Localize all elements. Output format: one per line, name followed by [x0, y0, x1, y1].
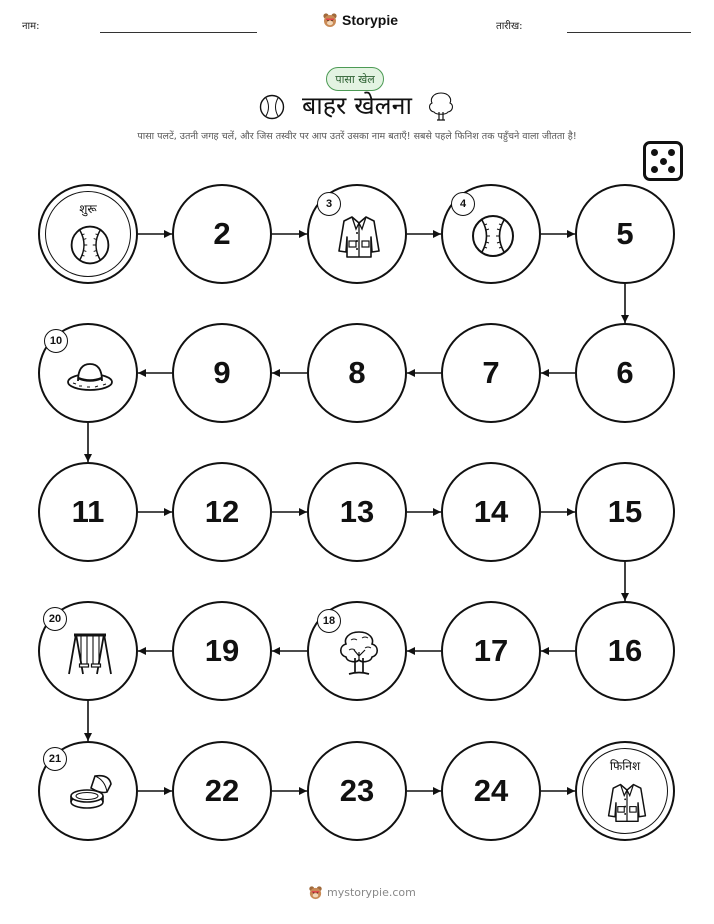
space-number: 12 [204, 494, 240, 529]
start-space[interactable] [38, 184, 138, 284]
path-arrow-head [272, 369, 280, 377]
path-arrow-head [567, 230, 575, 238]
board-space-24[interactable] [441, 741, 541, 841]
path-arrow-head [407, 647, 415, 655]
board-space-11[interactable] [38, 462, 138, 562]
board-space-13[interactable] [307, 462, 407, 562]
path-arrow-head [84, 454, 92, 462]
space-number: 22 [204, 773, 240, 808]
path-arrow-head [164, 508, 172, 516]
path-arrow-head [567, 787, 575, 795]
space-number: 19 [204, 633, 240, 668]
space-number: 15 [607, 494, 643, 529]
bear-icon [308, 885, 323, 900]
board-space-5[interactable] [575, 184, 675, 284]
swing-set-icon [65, 628, 115, 678]
board-space-9[interactable] [172, 323, 272, 423]
space-number: 9 [213, 355, 231, 390]
space-number: 16 [607, 633, 643, 668]
board-space-7[interactable] [441, 323, 541, 423]
board-space-4[interactable] [441, 184, 541, 284]
space-number: 5 [616, 216, 634, 251]
path-arrow-head [272, 647, 280, 655]
board-space-6[interactable] [575, 323, 675, 423]
space-number-badge: 18 [317, 609, 341, 633]
path-arrow-head [138, 369, 146, 377]
tree-icon [334, 628, 384, 678]
board-space-17[interactable] [441, 601, 541, 701]
footer-url[interactable]: mystorypie.com [327, 886, 416, 899]
game-type-badge: पासा खेल [326, 67, 384, 91]
finish-space[interactable] [575, 741, 675, 841]
finish-label: फिनिश [609, 759, 641, 773]
board-space-2[interactable] [172, 184, 272, 284]
space-number: 23 [339, 773, 375, 808]
board-space-20[interactable] [38, 601, 138, 701]
path-arrow-head [567, 508, 575, 516]
path-arrow-head [621, 593, 629, 601]
space-number-badge: 21 [43, 747, 67, 771]
baseball-icon [67, 222, 113, 268]
sunscreen-jar-icon [65, 768, 115, 818]
board-space-18[interactable] [307, 601, 407, 701]
footer [308, 885, 416, 900]
instructions: पासा पलटें, उतनी जगह चलें, और जिस तस्वीर पर आप उतरें उसका नाम बताएँ! सबसे पहले फिनिश तक पहुँचने वाला जीतता है! [137, 131, 577, 142]
space-number: 8 [348, 355, 366, 390]
path-arrow-head [138, 647, 146, 655]
space-number-badge: 20 [43, 607, 67, 631]
space-number: 6 [616, 355, 634, 390]
space-number-badge: 10 [44, 329, 68, 353]
path-arrow-head [433, 787, 441, 795]
path-arrow-head [299, 230, 307, 238]
board-space-15[interactable] [575, 462, 675, 562]
brand-name: Storypie [342, 12, 399, 28]
page-title: बाहर खेलना [302, 91, 412, 120]
space-number: 13 [339, 494, 375, 529]
board-space-10[interactable] [38, 323, 138, 423]
space-number: 17 [473, 633, 509, 668]
path-arrow-head [407, 369, 415, 377]
date-label: तारीख: [496, 21, 523, 32]
path-arrow-head [433, 230, 441, 238]
board-space-23[interactable] [307, 741, 407, 841]
board-space-8[interactable] [307, 323, 407, 423]
space-number: 7 [482, 355, 500, 390]
sun-hat-icon [65, 350, 115, 400]
board-space-22[interactable] [172, 741, 272, 841]
jacket-icon [604, 779, 650, 825]
board-space-21[interactable] [38, 741, 138, 841]
start-label: शुरू [79, 202, 97, 216]
path-arrow-head [541, 369, 549, 377]
space-number: 2 [213, 216, 231, 251]
path-arrow-head [299, 787, 307, 795]
path-arrow-head [164, 230, 172, 238]
space-number: 14 [473, 494, 509, 529]
name-label: नाम: [22, 21, 40, 32]
board-space-19[interactable] [172, 601, 272, 701]
space-number-badge: 3 [317, 192, 341, 216]
space-number: 24 [473, 773, 509, 808]
path-arrow-head [433, 508, 441, 516]
board-space-14[interactable] [441, 462, 541, 562]
path-arrow-head [621, 315, 629, 323]
board-space-16[interactable] [575, 601, 675, 701]
space-number: 11 [71, 494, 105, 529]
board-space-3[interactable] [307, 184, 407, 284]
baseball-icon [468, 211, 518, 261]
path-arrow-head [164, 787, 172, 795]
jacket-icon [334, 211, 384, 261]
path-arrow-head [299, 508, 307, 516]
path-arrow-head [84, 733, 92, 741]
path-arrow-head [541, 647, 549, 655]
space-number-badge: 4 [451, 192, 475, 216]
board-space-12[interactable] [172, 462, 272, 562]
